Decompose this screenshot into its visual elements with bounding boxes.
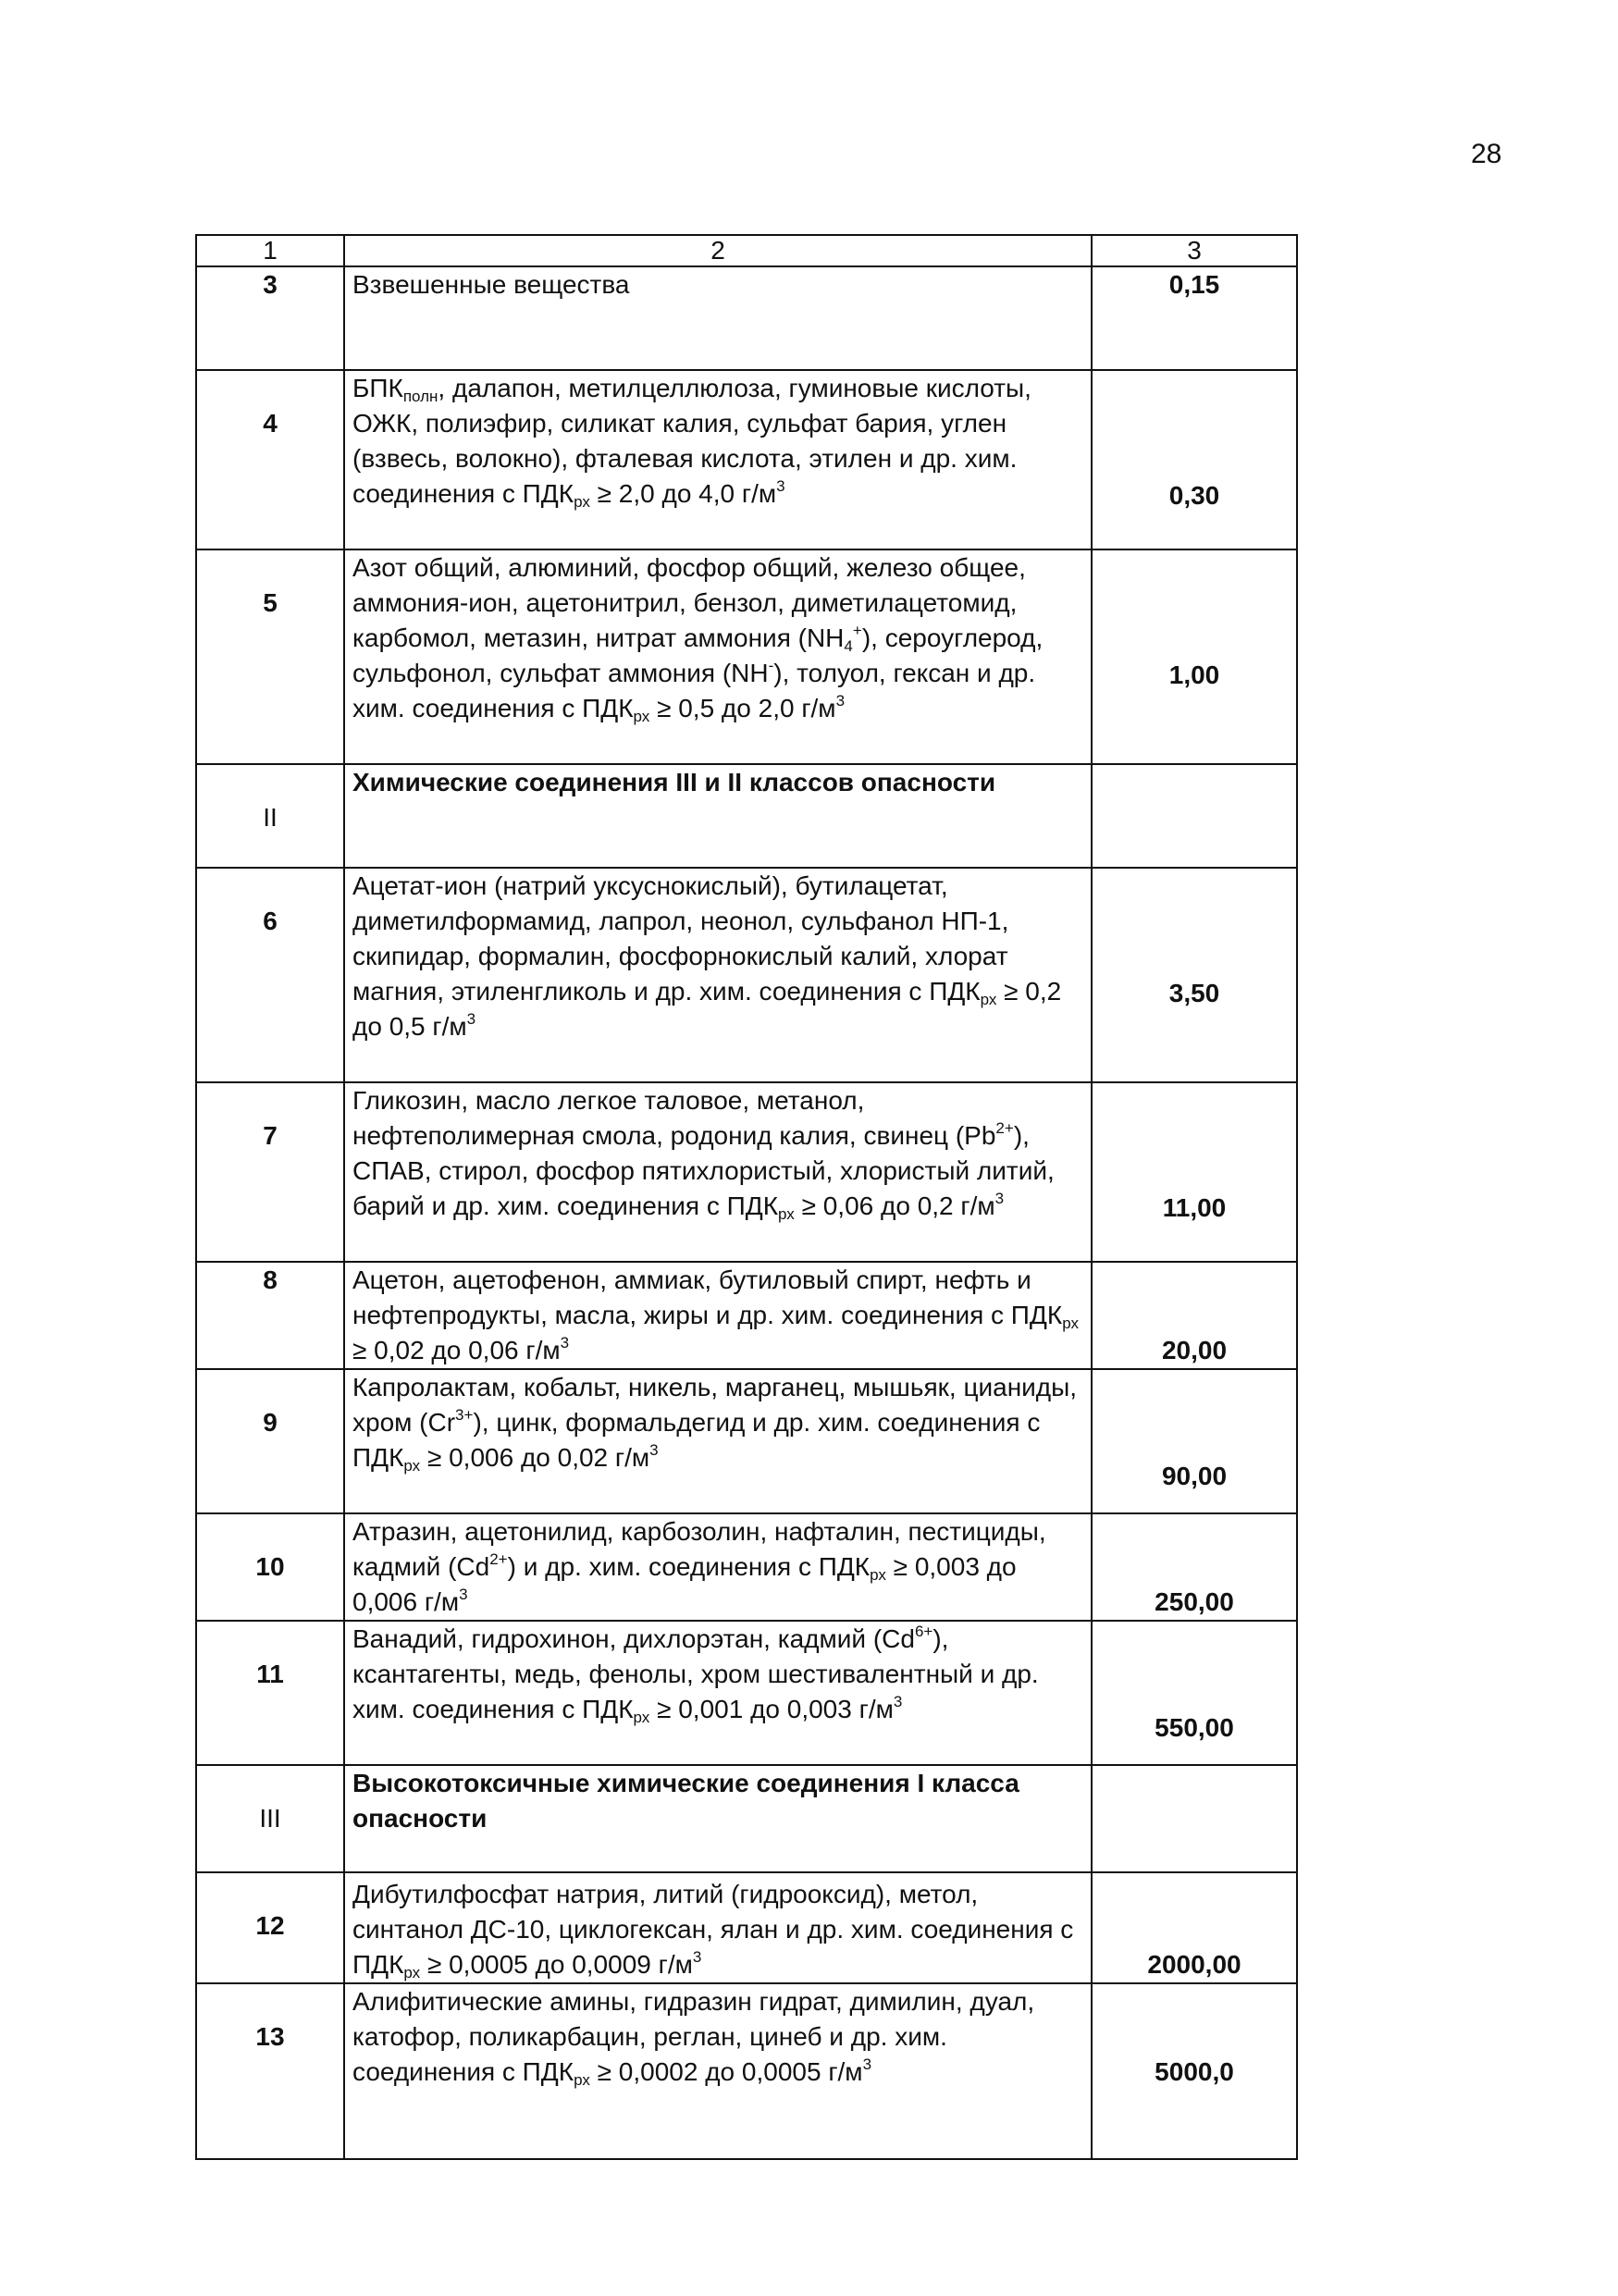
description-text: ≥ 0,06 до 0,2 г/м: [794, 1191, 995, 1220]
superscript: +: [852, 622, 862, 639]
header-col-3: 3: [1092, 235, 1297, 266]
group-number-text: II: [263, 803, 278, 832]
subscript: рх: [574, 493, 590, 511]
row-value: 1,00: [1092, 549, 1297, 764]
description-text: ≥ 0,5 до 2,0 г/м: [649, 694, 836, 722]
row-number: [196, 549, 344, 764]
subscript: рх: [574, 2071, 590, 2089]
table-row: [196, 549, 1297, 764]
superscript: 3: [893, 1693, 903, 1710]
row-number-text: 12: [255, 1911, 285, 1940]
description-text: Азот общий, алюминий, фосфор общий, железо общее, аммония-ион, ацетонитрил, бензол, диметилацетомид, карбомол, метазин, нитрат аммония (NH: [352, 553, 1026, 652]
row-value: 90,00: [1092, 1369, 1297, 1513]
row-description: [344, 549, 1092, 764]
group-title: Высокотоксичные химические соединения I класса опасности: [344, 1765, 1092, 1872]
row-number-text: 9: [263, 1408, 278, 1437]
superscript: 2+: [489, 1550, 508, 1568]
description-text: ≥ 0,001 до 0,003 г/м: [649, 1695, 894, 1723]
group-number-text: III: [259, 1804, 281, 1833]
row-value: 3,50: [1092, 868, 1297, 1082]
superscript: 2+: [995, 1119, 1014, 1137]
description-text: Гликозин, масло легкое таловое, метанол, нефтеполимерная смола, родонид калия, свинец (Pb: [352, 1086, 996, 1150]
superscript: 3: [994, 1190, 1005, 1207]
row-value: 0,15: [1092, 266, 1297, 370]
row-number: [196, 1082, 344, 1262]
table-row: [196, 868, 1297, 1082]
row-number-text: 5: [263, 588, 278, 617]
subscript: рх: [633, 1709, 650, 1726]
row-description: [344, 370, 1092, 549]
subscript: рх: [403, 1457, 421, 1475]
description-text: ≥ 0,02 до 0,06 г/м: [352, 1336, 561, 1364]
row-number: [196, 1621, 344, 1765]
table-row: [196, 1983, 1297, 2159]
table-row: [196, 1082, 1297, 1262]
row-number-text: 7: [263, 1121, 278, 1150]
row-value: 0,30: [1092, 370, 1297, 549]
description-text: Ацетат-ион (натрий уксуснокислый), бутилацетат, диметилформамид, лапрол, неонол, сульфанол НП-1, скипидар, формалин, фосфорнокислый калий, хлорат магния, этиленгликоль и др. хим. соединения с ПДК: [352, 871, 1009, 1006]
table-row: [196, 1369, 1297, 1513]
superscript: 6+: [914, 1623, 933, 1640]
row-number-text: 13: [255, 2022, 285, 2051]
description-text: ) и др. хим. соединения с ПДК: [507, 1552, 871, 1581]
superscript: 3+: [455, 1406, 474, 1424]
description-text: ), ксантагенты, медь, фенолы, хром шестивалентный и др. хим. соединения с ПДК: [352, 1624, 1039, 1723]
hazard-class-table: [195, 234, 1298, 2160]
table-row: [196, 1872, 1297, 1983]
row-description: [344, 1621, 1092, 1765]
row-number: [196, 1872, 344, 1983]
row-value: 550,00: [1092, 1621, 1297, 1765]
table-row: [196, 1621, 1297, 1765]
description-text: ), сероуглерод, сульфонол, сульфат аммония (NH: [352, 623, 1044, 687]
superscript: 3: [835, 692, 846, 710]
row-value: 250,00: [1092, 1513, 1297, 1621]
header-col-2: 2: [344, 235, 1092, 266]
table-row: [196, 266, 1297, 370]
subscript: рх: [778, 1205, 795, 1223]
row-number: [196, 868, 344, 1082]
superscript: 3: [459, 1586, 468, 1603]
description-text: , далапон, метилцеллюлоза, гуминовые кислоты, ОЖК, полиэфир, силикат калия, сульфат бария, углен (взвесь, волокно), фталевая кислота, этилен и др. хим. соединения с ПДК: [352, 374, 1031, 508]
description-text: ), толуол, гексан и др. хим. соединения с ПДК: [352, 659, 1036, 722]
group-row: [196, 764, 1297, 868]
header-col-1: 1: [196, 235, 344, 266]
row-number: 8: [196, 1262, 344, 1369]
description-text: ≥ 0,006 до 0,02 г/м: [420, 1443, 650, 1472]
description-text: ), СПАВ, стирол, фосфор пятихлористый, хлористый литий, барий и др. хим. соединения с ПДК: [352, 1121, 1055, 1220]
subscript: 4: [844, 637, 853, 655]
superscript: 3: [649, 1441, 659, 1459]
description-text: ≥ 0,2 до 0,5 г/м: [352, 977, 1062, 1041]
description-text: ≥ 2,0 до 4,0 г/м: [589, 479, 777, 508]
superscript: 3: [776, 477, 785, 495]
row-number: [196, 1369, 344, 1513]
row-value: 20,00: [1092, 1262, 1297, 1369]
description-text: Дибутилфосфат натрия, литий (гидрооксид), метол, синтанол ДС-10, циклогексан, ялан и др. хим. соединения с ПДК: [352, 1880, 1074, 1979]
description-text: Капролактам, кобальт, никель, марганец, мышьяк, цианиды, хром (Cr: [352, 1373, 1078, 1437]
superscript: 3: [466, 1010, 476, 1028]
description-text: ≥ 0,0005 до 0,0009 г/м: [420, 1950, 693, 1979]
group-row: [196, 1765, 1297, 1872]
table-row: [196, 1262, 1297, 1369]
superscript: -: [768, 657, 774, 674]
row-description: [344, 1872, 1092, 1983]
row-description: [344, 868, 1092, 1082]
description-text: Ванадий, гидрохинон, дихлорэтан, кадмий (Cd: [352, 1624, 915, 1653]
description-text: ≥ 0,0002 до 0,0005 г/м: [589, 2057, 863, 2086]
description-text: БПК: [352, 374, 403, 402]
description-text: ), цинк, формальдегид и др. хим. соединения с ПДК: [352, 1408, 1041, 1472]
row-description: [344, 1082, 1092, 1262]
row-description: [344, 266, 1092, 370]
row-value: [1092, 1765, 1297, 1872]
page-number: 28: [1471, 139, 1502, 169]
subscript: рх: [980, 991, 997, 1008]
row-value: 11,00: [1092, 1082, 1297, 1262]
row-number: [196, 1983, 344, 2159]
row-number: [196, 370, 344, 549]
row-number-text: 4: [263, 409, 278, 438]
description-text: ≥ 0,003 до 0,006 г/м: [352, 1552, 1017, 1616]
row-description: [344, 1983, 1092, 2159]
row-number-text: 11: [256, 1660, 284, 1688]
subscript: рх: [1062, 1315, 1079, 1332]
superscript: 3: [692, 1948, 702, 1966]
subscript: рх: [403, 1964, 421, 1981]
group-number: [196, 1765, 344, 1872]
row-value: 5000,0: [1092, 1983, 1297, 2159]
superscript: 3: [560, 1334, 570, 1352]
description-text: Ацетон, ацетофенон, аммиак, бутиловый спирт, нефть и нефтепродукты, масла, жиры и др. хим. соединения с ПДК: [352, 1265, 1063, 1329]
row-description: [344, 1513, 1092, 1621]
row-number: 3: [196, 266, 344, 370]
subscript: рх: [870, 1566, 886, 1584]
description-text: Алифитические амины, гидразин гидрат, димилин, дуал, катофор, поликарбацин, реглан, цинеб и др. хим. соединения с ПДК: [352, 1987, 1035, 2086]
group-title: Химические соединения III и II классов опасности: [344, 764, 1092, 868]
row-description: [344, 1262, 1092, 1369]
table-row: [196, 370, 1297, 549]
row-value: [1092, 764, 1297, 868]
description-text: Взвешенные вещества: [352, 270, 630, 299]
row-description: [344, 1369, 1092, 1513]
row-value: 2000,00: [1092, 1872, 1297, 1983]
subscript: рх: [633, 708, 650, 725]
table-row: [196, 1513, 1297, 1621]
row-number-text: 6: [263, 907, 278, 935]
subscript: полн: [402, 388, 438, 405]
row-number-text: 10: [255, 1552, 285, 1581]
table-header-row: [196, 235, 1297, 266]
row-number: [196, 1513, 344, 1621]
group-number: [196, 764, 344, 868]
superscript: 3: [862, 2055, 872, 2073]
description-text: Атразин, ацетонилид, карбозолин, нафталин, пестициды, кадмий (Cd: [352, 1517, 1046, 1581]
